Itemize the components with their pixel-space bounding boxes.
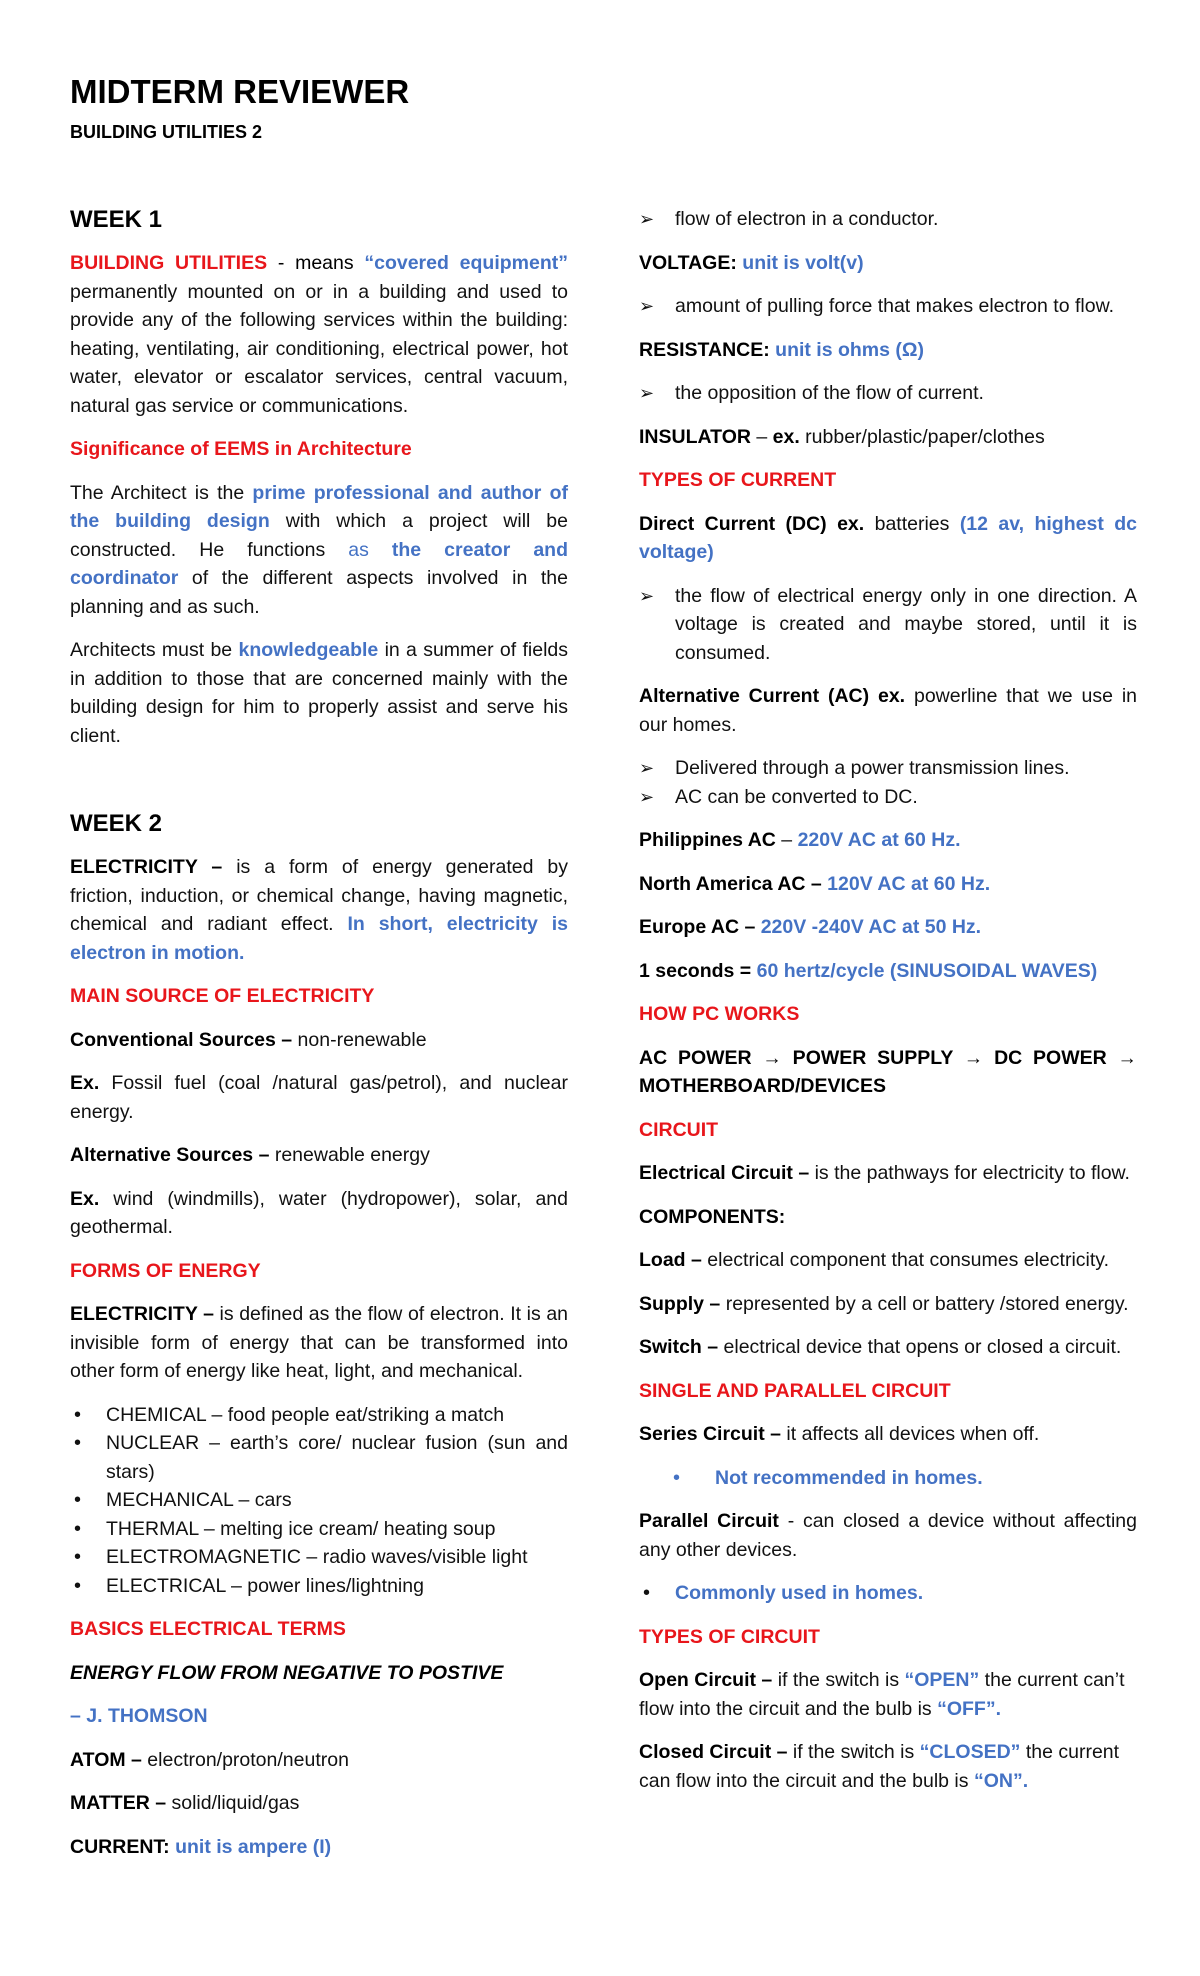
text: Delivered through a power transmission lines. <box>675 757 1070 779</box>
matter-definition <box>70 1789 568 1818</box>
term: INSULATOR <box>639 425 751 448</box>
term: Conventional Sources – <box>70 1028 293 1051</box>
text: is a form of energy generated by friction, induction, or chemical change, having magnetic, chemical and radiant effect. <box>70 856 568 935</box>
significance-heading: Significance of EEMS in Architecture <box>70 438 412 460</box>
text: the current can’t flow into the circuit and the bulb is <box>639 1669 1125 1720</box>
seconds-definition <box>639 957 1137 986</box>
highlight: prime professional and author of the building design <box>70 481 569 532</box>
types-of-current-heading: TYPES OF CURRENT <box>639 469 837 491</box>
switch-definition <box>639 1333 1137 1362</box>
text: Architects must be <box>70 639 239 661</box>
term: Supply – <box>639 1292 721 1315</box>
parallel-circuit-definition <box>639 1507 1137 1564</box>
dc-definition <box>639 510 1137 567</box>
open-circuit-definition <box>639 1666 1137 1723</box>
text: powerline that we use in our homes. <box>639 685 1138 736</box>
week-2-heading: WEEK 2 <box>70 810 163 837</box>
highlight: Commonly used in homes. <box>675 1582 924 1604</box>
conventional-sources <box>70 1026 568 1055</box>
list-item <box>70 1543 568 1572</box>
energy-flow-note: ENERGY FLOW FROM NEGATIVE TO POSTIVE <box>70 1661 504 1684</box>
text: batteries <box>864 512 960 535</box>
how-pc-works-heading: HOW PC WORKS <box>639 1003 800 1025</box>
document-subtitle: BUILDING UTILITIES 2 <box>70 122 263 142</box>
text: permanently mounted on or in a building and used to provide any of the following services within the building: heating, ventilating, air conditioning, electrical power, hot water, elevator or escalator services, central vacuum, natural gas service or communications. <box>70 280 568 417</box>
term: Series Circuit – <box>639 1423 781 1445</box>
term: VOLTAGE: <box>639 251 737 274</box>
text: the flow of electrical energy only in one direction. A voltage is created and maybe stored, until it is consumed. <box>675 584 1137 664</box>
term: Electrical Circuit – <box>639 1162 810 1184</box>
thomson-credit: – J. THOMSON <box>70 1705 208 1727</box>
term: Alternative Current (AC) ex. <box>639 685 906 707</box>
list-item <box>70 1572 568 1601</box>
text: electrical device that opens or closed a circuit. <box>718 1336 1122 1358</box>
term: North America AC – <box>639 872 822 895</box>
list-item-text: CHEMICAL – food people eat/striking a match <box>106 1403 505 1426</box>
list-item <box>70 1401 568 1430</box>
term: Closed Circuit – <box>639 1741 788 1763</box>
highlight: 120V AC at 60 Hz. <box>821 872 991 895</box>
bullet-icon: • <box>74 1574 82 1597</box>
term: Ex. <box>70 1187 100 1210</box>
highlight: unit is ampere (I) <box>169 1835 332 1858</box>
list-item <box>70 1515 568 1544</box>
term: ELECTRICITY – <box>70 856 223 878</box>
highlight: 220V AC at 60 Hz. <box>797 829 961 851</box>
text: wind (windmills), water (hydropower), solar, and geothermal. <box>70 1187 568 1238</box>
term: ATOM – <box>70 1748 142 1771</box>
bullet-icon: • <box>74 1546 82 1568</box>
text: amount of pulling force that makes electron to flow. <box>675 295 1114 317</box>
term: Switch – <box>639 1336 719 1358</box>
circuit-heading: CIRCUIT <box>639 1118 719 1141</box>
arrowhead-icon: ➢ <box>639 786 655 807</box>
text: renewable energy <box>269 1144 430 1166</box>
text: The Architect is the <box>70 481 253 504</box>
text: if the switch is <box>772 1669 905 1691</box>
text: AC can be converted to DC. <box>675 785 918 808</box>
term: ELECTRICITY – <box>70 1303 214 1325</box>
text: - can closed a device without affecting any other devices. <box>639 1510 1137 1561</box>
europe-ac <box>639 913 1137 942</box>
text: Fossil fuel (coal /natural gas/petrol), and nuclear energy. <box>70 1072 568 1123</box>
types-of-circuit-heading: TYPES OF CIRCUIT <box>639 1625 820 1648</box>
term: MATTER – <box>70 1792 167 1814</box>
knowledgeable-paragraph <box>70 636 568 750</box>
term: ex. <box>772 425 800 448</box>
term: Direct Current (DC) ex. <box>639 512 865 535</box>
ac-item <box>639 783 1137 812</box>
building-utilities-definition <box>70 249 568 420</box>
text: solid/liquid/gas <box>166 1792 300 1814</box>
text: the current can flow into the circuit and the bulb is <box>639 1741 1120 1792</box>
bullet-icon: • <box>673 1466 681 1489</box>
highlight: “ON”. <box>973 1769 1029 1792</box>
bullet-icon: • <box>74 1432 82 1454</box>
text: represented by a cell or battery /stored energy. <box>720 1292 1129 1315</box>
text: electrical component that consumes electricity. <box>701 1249 1109 1271</box>
highlight: 220V -240V AC at 50 Hz. <box>755 916 982 938</box>
insulator-definition <box>639 423 1137 452</box>
conventional-example <box>70 1069 568 1126</box>
arrowhead-icon: ➢ <box>639 585 655 606</box>
highlight: 60 hertz/cycle (SINUSOIDAL WAVES) <box>751 959 1098 982</box>
forms-heading: FORMS OF ENERGY <box>70 1259 261 1282</box>
arrowhead-icon: ➢ <box>639 758 655 778</box>
text: as <box>348 538 392 561</box>
voltage-definition <box>639 249 1137 278</box>
highlight: “CLOSED” <box>919 1741 1021 1763</box>
term: CURRENT: <box>70 1835 170 1858</box>
electrical-circuit-definition <box>639 1159 1137 1188</box>
load-definition <box>639 1246 1137 1275</box>
current-description <box>639 205 1137 234</box>
highlight: (12 av, highest dc voltage) <box>639 512 1137 563</box>
highlight: the creator and coordinator <box>70 538 568 589</box>
text: with which a project will be constructed. He functions <box>70 510 568 561</box>
text: the opposition of the flow of current. <box>675 382 984 404</box>
text: is defined as the flow of electron. It is an invisible form of energy that can be transformed into other form of energy like heat, light, and mechanical. <box>70 1303 569 1382</box>
highlight: “OFF”. <box>937 1697 1002 1720</box>
parallel-note <box>639 1579 1137 1608</box>
list-item-text: ELECTROMAGNETIC – radio waves/visible light <box>106 1546 528 1568</box>
atom-definition <box>70 1746 568 1775</box>
arrowhead-icon: ➢ <box>639 296 655 316</box>
text: flow of electron in a conductor. <box>675 208 939 230</box>
current-definition <box>70 1833 568 1862</box>
text: - means <box>267 252 365 274</box>
list-item-text: MECHANICAL – cars <box>106 1489 292 1511</box>
philippines-ac <box>639 826 1137 855</box>
closed-circuit-definition <box>639 1738 1137 1795</box>
right-column <box>639 205 1137 1810</box>
text: it affects all devices when off. <box>780 1423 1040 1445</box>
text: electron/proton/neutron <box>141 1748 349 1771</box>
text: is the pathways for electricity to flow. <box>809 1162 1130 1184</box>
bullet-icon: • <box>74 1403 82 1426</box>
left-column <box>70 205 568 1876</box>
arrowhead-icon: ➢ <box>639 209 655 229</box>
term: 1 seconds = <box>639 959 752 982</box>
components-heading: COMPONENTS: <box>639 1205 786 1228</box>
text: non-renewable <box>292 1028 427 1051</box>
term: Ex. <box>70 1072 100 1094</box>
term: Philippines AC <box>639 829 776 851</box>
list-item-text: THERMAL – melting ice cream/ heating soup <box>106 1517 496 1540</box>
voltage-description <box>639 292 1137 321</box>
text: – <box>775 829 798 851</box>
resistance-description <box>639 379 1137 408</box>
list-item-text: ELECTRICAL – power lines/lightning <box>106 1574 424 1597</box>
term: Europe AC – <box>639 916 756 938</box>
list-item <box>70 1486 568 1515</box>
alternative-example <box>70 1185 568 1242</box>
electricity-flow-definition <box>70 1300 568 1386</box>
list-item <box>70 1429 568 1486</box>
dc-description <box>639 582 1137 668</box>
single-parallel-heading: SINGLE AND PARALLEL CIRCUIT <box>639 1379 951 1402</box>
resistance-definition <box>639 336 1137 365</box>
highlight: unit is volt(v) <box>736 251 864 274</box>
text: – <box>750 425 773 448</box>
basics-heading: BASICS ELECTRICAL TERMS <box>70 1618 346 1640</box>
electricity-definition <box>70 853 568 967</box>
document-title: MIDTERM REVIEWER <box>70 73 410 110</box>
alternative-sources <box>70 1141 568 1170</box>
term: Open Circuit – <box>639 1669 773 1691</box>
text: rubber/plastic/paper/clothes <box>799 425 1045 448</box>
term: BUILDING UTILITIES <box>70 252 268 274</box>
list-item-text: NUCLEAR – earth’s core/ nuclear fusion (sun and stars) <box>106 1432 568 1483</box>
north-america-ac <box>639 870 1137 899</box>
energy-forms-list <box>70 1401 568 1601</box>
supply-definition <box>639 1290 1137 1319</box>
term: Alternative Sources – <box>70 1144 270 1166</box>
text: of the different aspects involved in the planning and as such. <box>70 567 568 618</box>
text: if the switch is <box>787 1741 920 1763</box>
term: RESISTANCE: <box>639 338 770 361</box>
highlight: unit is ohms (Ω) <box>769 338 925 361</box>
text: in a summer of fields in addition to those that are concerned mainly with the building design for him to properly assist and serve his client. <box>70 639 568 747</box>
arrowhead-icon: ➢ <box>639 383 655 403</box>
ac-item <box>639 754 1137 783</box>
ac-definition <box>639 682 1137 739</box>
term: Parallel Circuit <box>639 1510 779 1532</box>
highlight: “covered equipment” <box>364 252 568 274</box>
main-source-heading: MAIN SOURCE OF ELECTRICITY <box>70 985 375 1007</box>
bullet-icon: • <box>74 1489 82 1511</box>
highlight: knowledgeable <box>238 639 379 661</box>
bullet-icon: • <box>74 1517 82 1540</box>
pc-power-flow: AC POWER → POWER SUPPLY → DC POWER → MOTHERBOARD/DEVICES <box>639 1046 1137 1097</box>
series-note <box>639 1464 1137 1493</box>
term: Load – <box>639 1249 702 1271</box>
highlight: In short, electricity is electron in motion. <box>70 913 568 964</box>
series-circuit-definition <box>639 1420 1137 1449</box>
highlight: Not recommended in homes. <box>715 1466 983 1489</box>
architect-paragraph <box>70 479 568 622</box>
highlight: “OPEN” <box>904 1669 980 1691</box>
week-1-heading: WEEK 1 <box>70 206 163 233</box>
bullet-icon: • <box>643 1582 651 1604</box>
